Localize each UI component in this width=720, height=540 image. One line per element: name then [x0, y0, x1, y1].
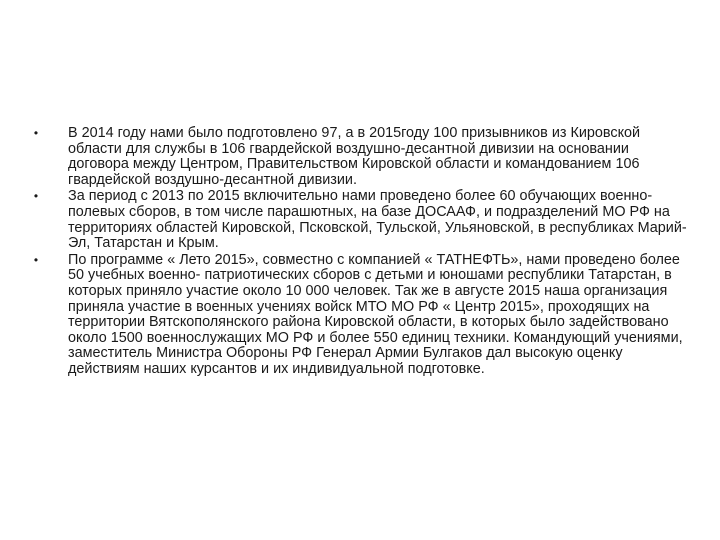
list-item	[30, 126, 690, 188]
bullet-icon: •	[33, 189, 39, 204]
bullet-text: За период с 2013 по 2015 включительно нами проведено более 60 обучающих военно-полевых сборов, в том числе парашютных, на базе ДОСААФ, и подразделений МО РФ на территориях областей Кировской, Псковской, Тульской, Ульяновской, в республиках Марий-Эл, Татарстан и Крым.	[68, 188, 687, 252]
bullet-icon: •	[33, 126, 39, 140]
bullet-text: В 2014 году нами было подготовлено 97, а в 2015году 100 призывников из Кировской области для службы в 106 гвардейской воздушно-десантной дивизии на основании договора между Центром, Правительством Кировской области и командованием 106 гвардейской воздушно-десантной дивизии.	[68, 125, 641, 188]
bullet-list	[30, 126, 690, 379]
list-item	[30, 189, 690, 251]
bullet-icon: •	[33, 252, 39, 267]
bullet-text: По программе « Лето 2015», совместно с компанией « ТАТНЕФТЬ», нами проведено более 50 учебных военно- патриотических сборов с детьми и юношами республики Татарстан, в которых приняло участие около 10 000 человек. Так же в августе 2015 наша организация приняла участие в военных учениях войск МТО МО РФ « Центр 2015», проходящих на территории Вятскополянского района Кировской области, в которых было задействовано около 1500 военнослужащих МО РФ и более 550 единиц техники. Командующий учениями, заместитель Министра Обороны РФ Генерал Армии Булгаков дал высокую оценку действиям наших курсантов и их индивидуальной подготовке.	[68, 251, 683, 377]
list-item	[30, 253, 690, 378]
